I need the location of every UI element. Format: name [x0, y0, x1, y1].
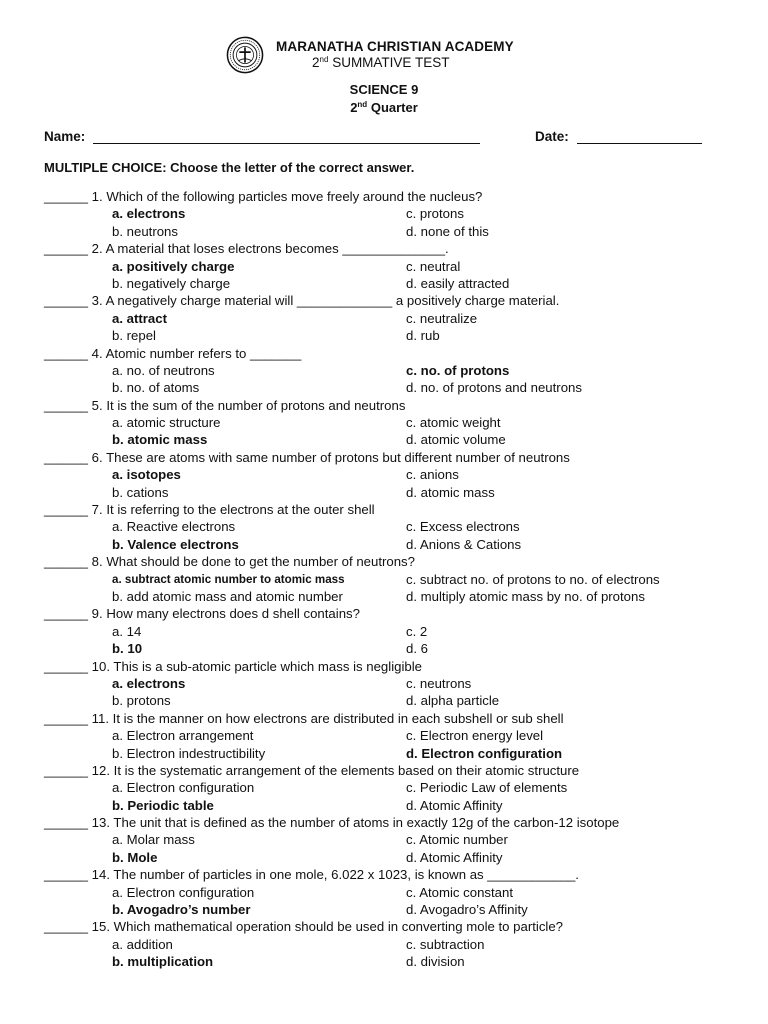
question-14-option-a[interactable]: a. Electron configuration	[112, 884, 255, 900]
options-row	[44, 779, 744, 796]
question-5: ______ 5. It is the sum of the number of protons and neutrons	[44, 397, 406, 413]
options-row	[44, 536, 744, 553]
question-11-option-a[interactable]: a. Electron arrangement	[112, 728, 254, 744]
options-row	[44, 623, 744, 640]
question-14: ______ 14. The number of particles in one mole, 6.022 x 1023, is known as ____________.	[44, 867, 579, 883]
question-9-option-c[interactable]: c. 2	[406, 623, 428, 639]
test-title: 2nd SUMMATIVE TEST	[312, 55, 450, 70]
question-8-option-c[interactable]: c. subtract no. of protons to no. of electrons	[406, 571, 660, 587]
options-row	[44, 953, 744, 970]
question-6-option-d[interactable]: d. atomic mass	[406, 484, 495, 500]
question-9-option-d[interactable]: d. 6	[406, 641, 428, 657]
options-row	[44, 831, 744, 848]
question-13: ______ 13. The unit that is defined as the number of atoms in exactly 12g of the carbon-12 isotope	[44, 815, 620, 831]
header	[0, 36, 768, 76]
question-2: ______ 2. A material that loses electrons becomes ______________.	[44, 241, 449, 257]
question-4-option-b[interactable]: b. no. of atoms	[112, 380, 200, 396]
options-row	[44, 588, 744, 605]
question-1-option-d[interactable]: d. none of this	[406, 223, 489, 239]
options-row	[44, 258, 744, 275]
question-3-option-d[interactable]: d. rub	[406, 328, 440, 344]
question-10-option-b[interactable]: b. protons	[112, 693, 171, 709]
question-7-option-d[interactable]: d. Anions & Cations	[406, 536, 522, 552]
options-row	[44, 692, 744, 709]
question-5-option-c[interactable]: c. atomic weight	[406, 415, 501, 431]
question-1: ______ 1. Which of the following particles move freely around the nucleus?	[44, 189, 483, 204]
question-list	[44, 188, 744, 971]
question-7-option-b[interactable]: b. Valence electrons	[112, 536, 239, 552]
question-13-option-b[interactable]: b. Mole	[112, 849, 158, 865]
question-6-option-a[interactable]: a. isotopes	[112, 467, 181, 483]
options-row	[44, 275, 744, 292]
options-row	[44, 362, 744, 379]
question-4-option-d[interactable]: d. no. of protons and neutrons	[406, 380, 582, 396]
question-8-option-b[interactable]: b. add atomic mass and atomic number	[112, 588, 343, 604]
options-row	[44, 379, 744, 396]
question-15-option-a[interactable]: a. addition	[112, 936, 173, 952]
question-10-option-c[interactable]: c. neutrons	[406, 675, 472, 691]
options-row	[44, 901, 744, 918]
instruction: MULTIPLE CHOICE: Choose the letter of the correct answer.	[44, 160, 415, 175]
subject-title: SCIENCE 9	[349, 82, 419, 97]
question-11-option-b[interactable]: b. Electron indestructibility	[112, 745, 266, 761]
options-row	[44, 936, 744, 953]
options-row	[44, 518, 744, 535]
options-row	[44, 223, 744, 240]
options-row	[44, 797, 744, 814]
question-4-option-a[interactable]: a. no. of neutrons	[112, 362, 215, 378]
question-14-option-b[interactable]: b. Avogadro’s number	[112, 902, 251, 918]
options-row	[44, 205, 744, 222]
question-14-option-d[interactable]: d. Avogadro’s Affinity	[406, 902, 528, 918]
question-4-option-c[interactable]: c. no. of protons	[406, 362, 510, 378]
question-15-option-c[interactable]: c. subtraction	[406, 936, 485, 952]
question-11-option-d[interactable]: d. Electron configuration	[406, 745, 563, 761]
options-row	[44, 571, 744, 588]
question-1-option-b[interactable]: b. neutrons	[112, 223, 178, 239]
question-3: ______ 3. A negatively charge material will _____________ a positively charge material.	[44, 293, 560, 309]
question-7-option-c[interactable]: c. Excess electrons	[406, 519, 520, 535]
question-15: ______ 15. Which mathematical operation should be used in converting mole to particle?	[44, 919, 564, 935]
question-14-option-c[interactable]: c. Atomic constant	[406, 884, 514, 900]
question-9-option-a[interactable]: a. 14	[112, 623, 142, 639]
question-12: ______ 12. It is the systematic arrangement of the elements based on their atomic structure	[44, 762, 580, 778]
question-4: ______ 4. Atomic number refers to _______	[44, 345, 302, 361]
options-row	[44, 310, 744, 327]
question-2-option-d[interactable]: d. easily attracted	[406, 275, 510, 291]
question-7: ______ 7. It is referring to the electrons at the outer shell	[44, 502, 375, 518]
options-row	[44, 849, 744, 866]
question-10-option-d[interactable]: d. alpha particle	[406, 693, 500, 709]
question-6-option-c[interactable]: c. anions	[406, 467, 459, 483]
question-15-option-d[interactable]: d. division	[406, 954, 465, 970]
name-label: Name:	[44, 129, 86, 144]
question-12-option-c[interactable]: c. Periodic Law of elements	[406, 780, 568, 796]
question-3-option-b[interactable]: b. repel	[112, 328, 156, 344]
question-6: ______ 6. These are atoms with same number of protons but different number of neutrons	[44, 449, 570, 465]
question-13-option-c[interactable]: c. Atomic number	[406, 832, 508, 848]
question-12-option-a[interactable]: a. Electron configuration	[112, 780, 255, 796]
options-row	[44, 327, 744, 344]
question-2-option-c[interactable]: c. neutral	[406, 258, 461, 274]
question-13-option-d[interactable]: d. Atomic Affinity	[406, 849, 503, 865]
question-6-option-b[interactable]: b. cations	[112, 484, 169, 500]
question-10: ______ 10. This is a sub-atomic particle which mass is negligible	[44, 658, 422, 674]
question-1-option-c[interactable]: c. protons	[406, 206, 464, 222]
question-5-option-b[interactable]: b. atomic mass	[112, 432, 208, 448]
question-7-option-a[interactable]: a. Reactive electrons	[112, 519, 236, 535]
question-15-option-b[interactable]: b. multiplication	[112, 954, 214, 970]
question-12-option-b[interactable]: b. Periodic table	[112, 797, 214, 813]
options-row	[44, 414, 744, 431]
options-row	[44, 884, 744, 901]
question-3-option-a[interactable]: a. attract	[112, 310, 167, 326]
quarter-title: 2nd Quarter	[350, 100, 418, 115]
date-field[interactable]	[577, 143, 702, 144]
school-seal-icon	[226, 36, 264, 74]
question-11: ______ 11. It is the manner on how electrons are distributed in each subshell or sub shell	[44, 710, 564, 726]
question-9: ______ 9. How many electrons does d shell contains?	[44, 606, 360, 622]
options-row	[44, 466, 744, 483]
options-row	[44, 640, 744, 657]
question-8-option-a[interactable]: a. subtract atomic number to atomic mass	[112, 572, 345, 586]
options-row	[44, 484, 744, 501]
date-label: Date:	[535, 129, 569, 144]
options-row	[44, 727, 744, 744]
question-9-option-b[interactable]: b. 10	[112, 641, 143, 657]
question-1-option-a[interactable]: a. electrons	[112, 206, 186, 222]
question-3-option-c[interactable]: c. neutralize	[406, 310, 478, 326]
question-12-option-d[interactable]: d. Atomic Affinity	[406, 797, 503, 813]
options-row	[44, 745, 744, 762]
name-field[interactable]	[93, 143, 480, 144]
question-2-option-b[interactable]: b. negatively charge	[112, 275, 231, 291]
question-8-option-d[interactable]: d. multiply atomic mass by no. of protons	[406, 588, 645, 604]
school-name: MARANATHA CHRISTIAN ACADEMY	[276, 39, 514, 54]
question-5-option-a[interactable]: a. atomic structure	[112, 415, 221, 431]
question-13-option-a[interactable]: a. Molar mass	[112, 832, 195, 848]
options-row	[44, 431, 744, 448]
question-8: ______ 8. What should be done to get the number of neutrons?	[44, 554, 415, 570]
question-2-option-a[interactable]: a. positively charge	[112, 258, 235, 274]
question-10-option-a[interactable]: a. electrons	[112, 675, 186, 691]
options-row	[44, 675, 744, 692]
question-5-option-d[interactable]: d. atomic volume	[406, 432, 506, 448]
question-11-option-c[interactable]: c. Electron energy level	[406, 728, 544, 744]
